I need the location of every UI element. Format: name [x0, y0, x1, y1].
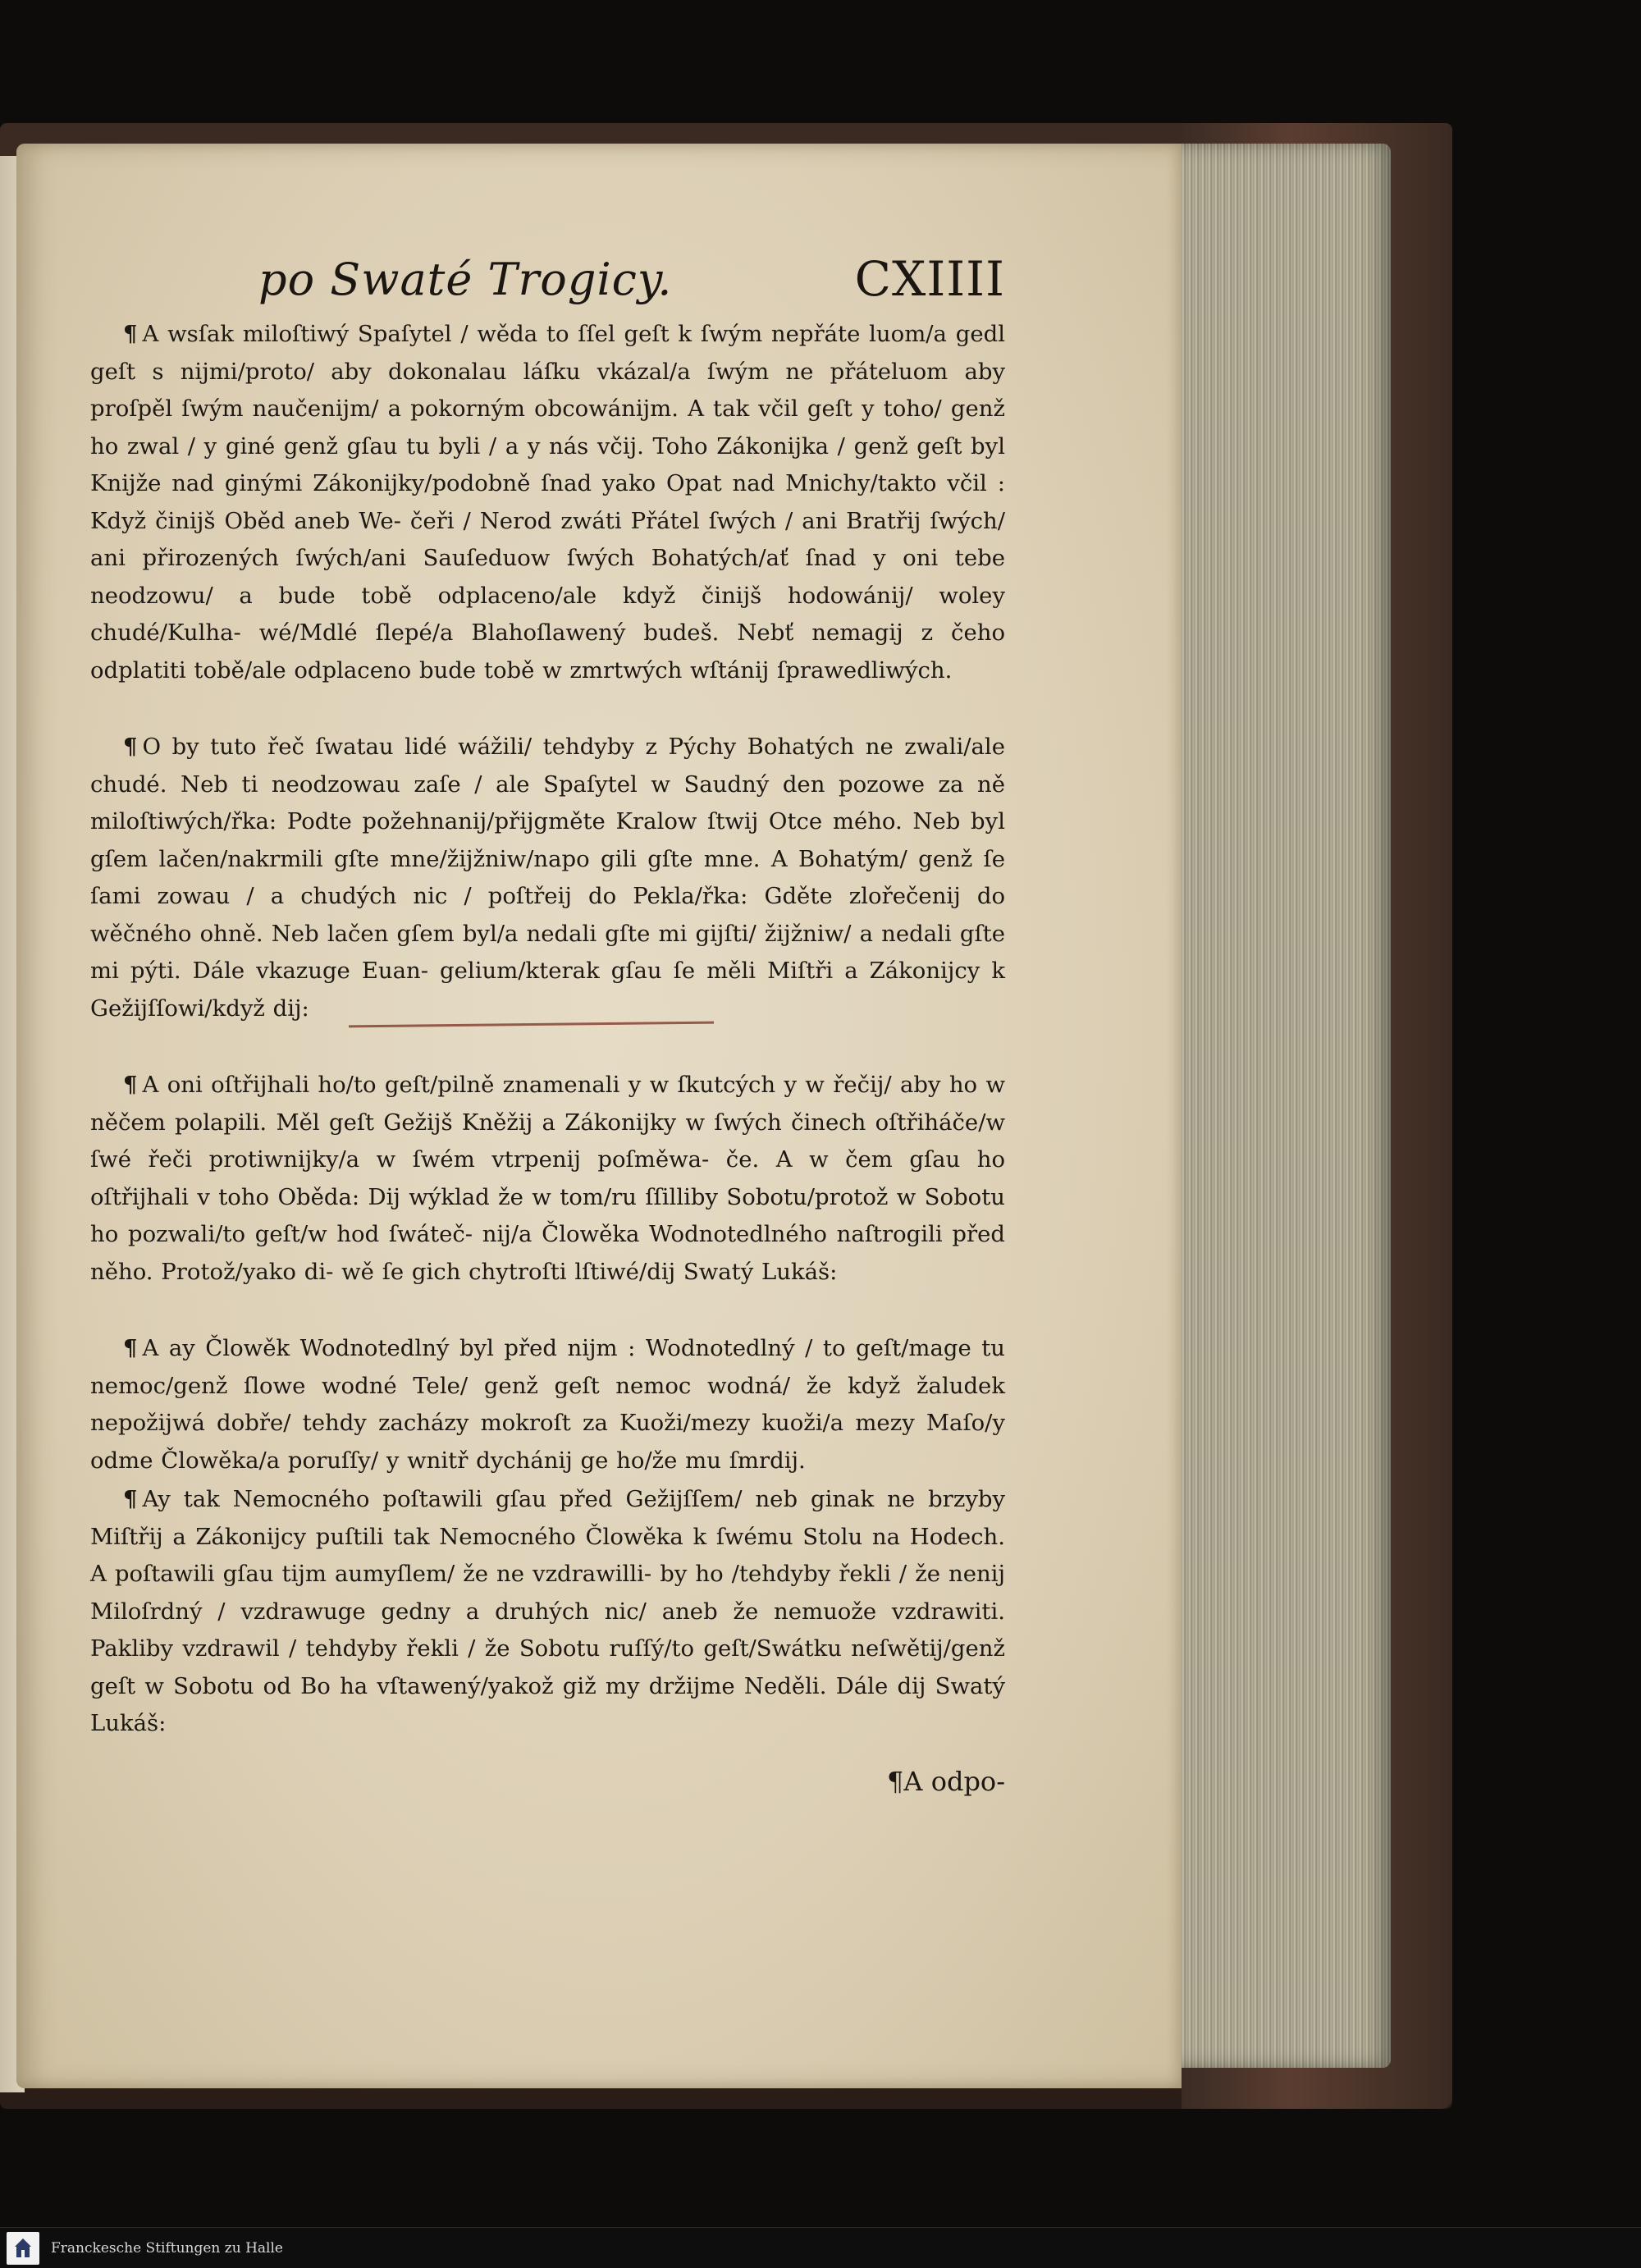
running-head-title: po Swaté Trogicy.	[258, 253, 673, 305]
running-head	[90, 242, 1005, 316]
paragraph-2	[90, 729, 1005, 1027]
catchword-row	[90, 1766, 1005, 1815]
text-block	[90, 242, 1005, 1815]
paragraph-text: A ay Člowěk Wodnotedlný byl před nijm : Wodnotedlný / to geſt/mage tu nemoc/genž ſlowe wodné Tele/ genž geſt nemoc wodná/ že když žaludek nepožijwá dobře/ tehdy zacházy mokroſt za Kuoži/mezy kuoži/a mezy Maſo/y odme Člowěka/a poruſſy/ y wnitř dychánij ge ho/že mu ſmrdij.	[90, 1335, 1005, 1474]
paragraph-text: A wsſak miloſtiwý Spaſytel / wěda to ſſel geſt k ſwým nepřáte luom/a gedl geſt s nijmi/proto/ aby dokonalau láſku vkázal/a ſwým ne přáteluom aby proſpěl ſwým naučenijm/ a pokorným obcowánijm. A tak včil geſt y toho/ genž ho zwal / y giné genž gſau tu byli / a y nás včij. Toho Zákonijka / genž geſt byl Knijže nad ginými Zákonijky/podobně ſnad yako Opat nad Mnichy/takto včil : Když činijš Oběd aneb We- čeři / Nerod zwáti Přátel ſwých / ani Bratřij ſwých/ ani přirozených ſwých/ani Sauſeduow ſwých Bohatých/ať ſnad y oni tebe neodzowu/ a bude tobě odplaceno/ale když činijš hodowánij/ woley chudé/Kulha- wé/Mdlé ſlepé/a Blahoſlawený budeš. Nebť nemagij z čeho odplatiti tobě/ale odplaceno bude tobě w zmrtwých wſtánij ſprawedliwých.	[90, 321, 1005, 684]
institution-logo-icon	[7, 2232, 39, 2265]
paragraph-5	[90, 1481, 1005, 1743]
book-page	[16, 144, 1182, 2088]
paragraph-text: A oni oſtřijhali ho/to geſt/pilně znamenali y w ſkutcých y w řečij/ aby ho w něčem polapili. Měl geſt Gežijš Kněžij a Zákonijky w ſwých činech oſtřiháče/w ſwé řeči protiwnijky/a w ſwém vtrpenij poſměwa- če. A w čem gſau ho oſtřijhali v toho Oběda: Dij wýklad že w tom/ru ſſilliby Sobotu/protož w Sobotu ho pozwali/to geſt/w hod ſwáteč- nij/a Člowěka Wodnotedlného naſtrogili před něho. Protož/yako di- wě ſe gich chytroſti lſtiwé/dij Swatý Lukáš:	[90, 1072, 1005, 1285]
catchword: ¶A odpo-	[887, 1765, 1005, 1797]
pilcrow-icon: ¶	[123, 1335, 138, 1361]
pilcrow-icon: ¶	[123, 321, 138, 347]
paragraph-4	[90, 1330, 1005, 1479]
paragraph-text: O by tuto řeč ſwatau lidé wážili/ tehdyby z Pýchy Bohatých ne zwali/ale chudé. Neb ti neodzowau zaſe / ale Spaſytel w Saudný den pozowe za ně miloſtiwých/řka: Podte požehnanij/přijgměte Kralow ſtwij Otce mého. Neb byl gſem lačen/nakrmili gſte mne/žijžniw/napo gili gſte mne. A Bohatým/ genž ſe ſami zowau / a chudých nic / poſtřeij do Pekla/řka: Gděte zlořečenij do wěčného ohně. Neb lačen gſem byl/a nedali gſte mi gijſti/ žijžniw/ a nedali gſte mi pýti. Dále vkazuge Euan- gelium/kterak gſau ſe měli Miſtři a Zákonijcy k Gežijſſowi/když dij:	[90, 734, 1005, 1022]
page-fore-edge	[1165, 144, 1391, 2068]
paragraph-3	[90, 1067, 1005, 1291]
folio-number: CXIIII	[854, 251, 1005, 307]
footer-bar	[0, 2227, 1641, 2268]
pilcrow-icon: ¶	[123, 1072, 138, 1098]
paragraph-text: Ay tak Nemocného poſtawili gſau před Gežijſſem/ neb ginak ne brzyby Miſtřij a Zákonijcy puſtili tak Nemocného Člowěka k ſwému Stolu na Hodech. A poſtawili gſau tijm aumyſlem/ že ne vzdrawilli- by ho /tehdyby řekli / že nenij Miloſrdný / vzdrawuge gedny a druhých nic/ aneb že nemuože vzdrawiti. Pakliby vzdrawil / tehdyby řekli / že Sobotu ruſſý/to geſt/Swátku neſwětij/genž geſt w Sobotu od Bo ha vſtawený/yakož giž my držijme Neděli. Dále dij Swatý Lukáš:	[90, 1486, 1005, 1736]
paragraph-1	[90, 316, 1005, 689]
pilcrow-icon: ¶	[123, 1486, 138, 1512]
pilcrow-icon: ¶	[123, 734, 138, 760]
footer-institution-name: Franckesche Stiftungen zu Halle	[51, 2240, 283, 2257]
